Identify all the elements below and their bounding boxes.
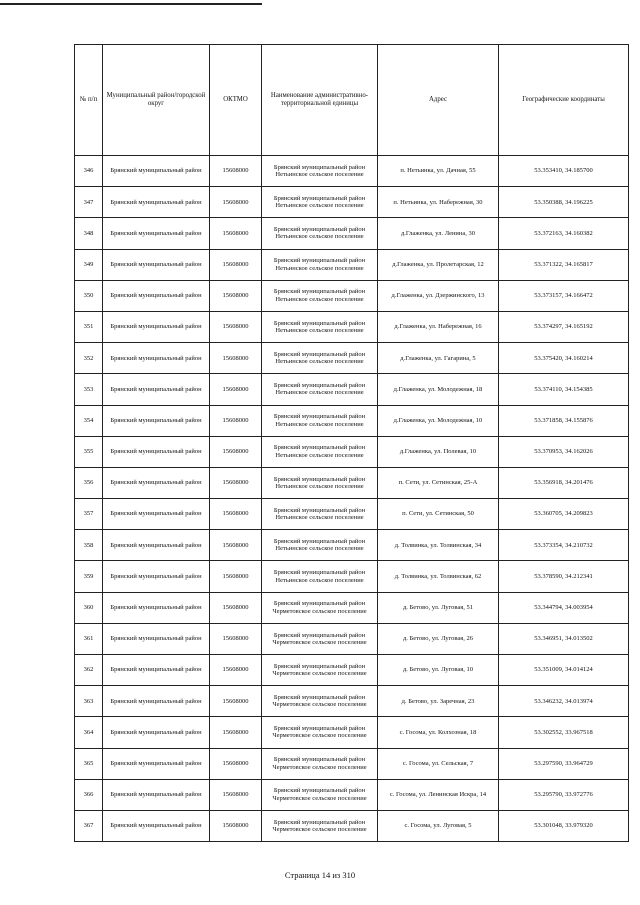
cell-municipal: Брянский муниципальный район [103,530,210,561]
cell-num: 359 [75,561,103,592]
cell-oktmo: 15608000 [210,592,262,623]
cell-oktmo: 15608000 [210,810,262,841]
cell-num: 353 [75,374,103,405]
cell-coords: 53.301048, 33.979320 [499,810,629,841]
cell-coords: 53.346951, 34.013502 [499,623,629,654]
cell-oktmo: 15608000 [210,343,262,374]
table-body [75,156,629,842]
cell-num: 351 [75,311,103,342]
cell-num: 354 [75,405,103,436]
cell-municipal: Брянский муниципальный район [103,156,210,187]
cell-municipal: Брянский муниципальный район [103,810,210,841]
cell-oktmo: 15608000 [210,748,262,779]
cell-admin-unit: Брянский муниципальный район Нетьинское сельское поселение [262,249,378,280]
cell-oktmo: 15608000 [210,499,262,530]
table-row [75,218,629,249]
table-row [75,311,629,342]
cell-coords: 53.351009, 34.014124 [499,655,629,686]
cell-admin-unit: Брянский муниципальный район Нетьинское сельское поселение [262,280,378,311]
cell-address: с. Госома, ул. Луговая, 5 [378,810,499,841]
cell-address: д.Глаженка, ул. Молодежная, 18 [378,374,499,405]
cell-admin-unit: Брянский муниципальный район Нетьинское сельское поселение [262,561,378,592]
cell-oktmo: 15608000 [210,311,262,342]
cell-municipal: Брянский муниципальный район [103,249,210,280]
cell-municipal: Брянский муниципальный район [103,623,210,654]
cell-admin-unit: Брянский муниципальный район Нетьинское сельское поселение [262,499,378,530]
cell-num: 352 [75,343,103,374]
cell-num: 356 [75,467,103,498]
cell-municipal: Брянский муниципальный район [103,686,210,717]
cell-admin-unit: Брянский муниципальный район Черметовское сельское поселение [262,686,378,717]
cell-admin-unit: Брянский муниципальный район Нетьинское сельское поселение [262,218,378,249]
cell-address: д. Бетово, ул. Заречная, 23 [378,686,499,717]
cell-oktmo: 15608000 [210,374,262,405]
cell-oktmo: 15608000 [210,655,262,686]
cell-admin-unit: Брянский муниципальный район Черметовское сельское поселение [262,748,378,779]
cell-admin-unit: Брянский муниципальный район Нетьинское сельское поселение [262,467,378,498]
cell-address: д.Глаженка, ул. Гагарина, 5 [378,343,499,374]
cell-admin-unit: Брянский муниципальный район Нетьинское сельское поселение [262,156,378,187]
cell-address: д.Глаженка, ул. Ленина, 30 [378,218,499,249]
cell-num: 366 [75,779,103,810]
cell-admin-unit: Брянский муниципальный район Черметовское сельское поселение [262,592,378,623]
cell-num: 360 [75,592,103,623]
cell-coords: 53.374110, 34.154385 [499,374,629,405]
table-row [75,405,629,436]
table-row [75,187,629,218]
cell-address: д.Глаженка, ул. Пролетарская, 12 [378,249,499,280]
table-row [75,748,629,779]
cell-municipal: Брянский муниципальный район [103,280,210,311]
cell-municipal: Брянский муниципальный район [103,218,210,249]
cell-num: 346 [75,156,103,187]
cell-municipal: Брянский муниципальный район [103,343,210,374]
cell-num: 347 [75,187,103,218]
cell-num: 350 [75,280,103,311]
cell-coords: 53.297590, 33.964729 [499,748,629,779]
cell-address: д. Бетово, ул. Луговая, 26 [378,623,499,654]
table-row [75,530,629,561]
cell-address: с. Госома, ул. Сельская, 7 [378,748,499,779]
cell-address: д. Толвинка, ул. Толвинская, 34 [378,530,499,561]
cell-coords: 53.375420, 34.160214 [499,343,629,374]
cell-coords: 53.353410, 34.185700 [499,156,629,187]
cell-address: д. Толвинка, ул. Толвинская, 62 [378,561,499,592]
cell-address: п. Сети, ул. Сетинская, 50 [378,499,499,530]
cell-municipal: Брянский муниципальный район [103,436,210,467]
table-row [75,280,629,311]
cell-address: с. Госома, ул. Ленинская Искра, 14 [378,779,499,810]
table-row [75,467,629,498]
cell-admin-unit: Брянский муниципальный район Нетьинское сельское поселение [262,374,378,405]
cell-oktmo: 15608000 [210,187,262,218]
cell-coords: 53.378590, 34.212341 [499,561,629,592]
cell-admin-unit: Брянский муниципальный район Нетьинское сельское поселение [262,311,378,342]
cell-admin-unit: Брянский муниципальный район Черметовское сельское поселение [262,779,378,810]
cell-address: д. Бетово, ул. Луговая, 51 [378,592,499,623]
cell-oktmo: 15608000 [210,280,262,311]
table-row [75,810,629,841]
cell-municipal: Брянский муниципальный район [103,561,210,592]
cell-municipal: Брянский муниципальный район [103,374,210,405]
cell-municipal: Брянский муниципальный район [103,655,210,686]
cell-admin-unit: Брянский муниципальный район Черметовское сельское поселение [262,717,378,748]
cell-num: 355 [75,436,103,467]
cell-address: п. Нетьинка, ул. Набережная, 30 [378,187,499,218]
header-oktmo: ОКТМО [210,45,262,156]
table-row [75,717,629,748]
table-row [75,156,629,187]
cell-coords: 53.371858, 34.155876 [499,405,629,436]
cell-oktmo: 15608000 [210,686,262,717]
cell-municipal: Брянский муниципальный район [103,717,210,748]
cell-coords: 53.360705, 34.209823 [499,499,629,530]
cell-municipal: Брянский муниципальный район [103,499,210,530]
cell-admin-unit: Брянский муниципальный район Черметовское сельское поселение [262,810,378,841]
header-rule [0,3,262,5]
cell-admin-unit: Брянский муниципальный район Нетьинское сельское поселение [262,436,378,467]
cell-oktmo: 15608000 [210,218,262,249]
cell-municipal: Брянский муниципальный район [103,405,210,436]
header-coords: Географические координаты [499,45,629,156]
cell-num: 361 [75,623,103,654]
cell-address: п. Сети, ул. Сетинская, 25-А [378,467,499,498]
table-row [75,249,629,280]
page-number: Страница 14 из 310 [284,870,356,880]
cell-address: д.Глаженка, ул. Молодежная, 10 [378,405,499,436]
table-row [75,499,629,530]
cell-coords: 53.372163, 34.160382 [499,218,629,249]
cell-coords: 53.356918, 34.201476 [499,467,629,498]
cell-coords: 53.374297, 34.165192 [499,311,629,342]
cell-coords: 53.302552, 33.967518 [499,717,629,748]
table-row [75,343,629,374]
cell-address: с. Госома, ул. Колхозная, 18 [378,717,499,748]
cell-oktmo: 15608000 [210,530,262,561]
cell-municipal: Брянский муниципальный район [103,467,210,498]
cell-admin-unit: Брянский муниципальный район Черметовское сельское поселение [262,623,378,654]
cell-coords: 53.371322, 34.165817 [499,249,629,280]
cell-municipal: Брянский муниципальный район [103,311,210,342]
cell-admin-unit: Брянский муниципальный район Нетьинское сельское поселение [262,405,378,436]
header-municipal: Муниципальный район/городской округ [103,45,210,156]
header-admin-unit: Наименование административно-территориальной единицы [262,45,378,156]
cell-num: 363 [75,686,103,717]
cell-num: 367 [75,810,103,841]
table-row [75,779,629,810]
table-row [75,436,629,467]
cell-oktmo: 15608000 [210,467,262,498]
table-header-row [75,45,629,156]
address-register-table [74,44,629,842]
cell-coords: 53.350388, 34.196225 [499,187,629,218]
cell-coords: 53.344794, 34.003954 [499,592,629,623]
cell-admin-unit: Брянский муниципальный район Нетьинское сельское поселение [262,530,378,561]
cell-num: 364 [75,717,103,748]
cell-oktmo: 15608000 [210,405,262,436]
cell-oktmo: 15608000 [210,717,262,748]
table-row [75,561,629,592]
cell-municipal: Брянский муниципальный район [103,187,210,218]
cell-num: 349 [75,249,103,280]
cell-municipal: Брянский муниципальный район [103,779,210,810]
cell-coords: 53.373157, 34.166472 [499,280,629,311]
cell-municipal: Брянский муниципальный район [103,748,210,779]
table-row [75,592,629,623]
table-row [75,374,629,405]
cell-num: 365 [75,748,103,779]
cell-oktmo: 15608000 [210,249,262,280]
header-num: № п/п [75,45,103,156]
cell-admin-unit: Брянский муниципальный район Нетьинское сельское поселение [262,187,378,218]
cell-admin-unit: Брянский муниципальный район Черметовское сельское поселение [262,655,378,686]
cell-coords: 53.295790, 33.972776 [499,779,629,810]
cell-num: 362 [75,655,103,686]
cell-coords: 53.370953, 34.162026 [499,436,629,467]
cell-address: д.Глаженка, ул. Полевая, 10 [378,436,499,467]
cell-num: 348 [75,218,103,249]
cell-coords: 53.346232, 34.013974 [499,686,629,717]
cell-coords: 53.373354, 34.210732 [499,530,629,561]
cell-oktmo: 15608000 [210,436,262,467]
cell-address: п. Нетьинка, ул. Дачная, 55 [378,156,499,187]
table-row [75,623,629,654]
cell-address: д. Бетово, ул. Луговая, 10 [378,655,499,686]
cell-num: 357 [75,499,103,530]
cell-oktmo: 15608000 [210,156,262,187]
cell-oktmo: 15608000 [210,561,262,592]
header-address: Адрес [378,45,499,156]
cell-address: д.Глаженка, ул. Дзержинского, 13 [378,280,499,311]
cell-municipal: Брянский муниципальный район [103,592,210,623]
cell-num: 358 [75,530,103,561]
cell-oktmo: 15608000 [210,623,262,654]
table-row [75,655,629,686]
cell-address: д.Глаженка, ул. Набережная, 16 [378,311,499,342]
cell-oktmo: 15608000 [210,779,262,810]
cell-admin-unit: Брянский муниципальный район Нетьинское сельское поселение [262,343,378,374]
table-row [75,686,629,717]
